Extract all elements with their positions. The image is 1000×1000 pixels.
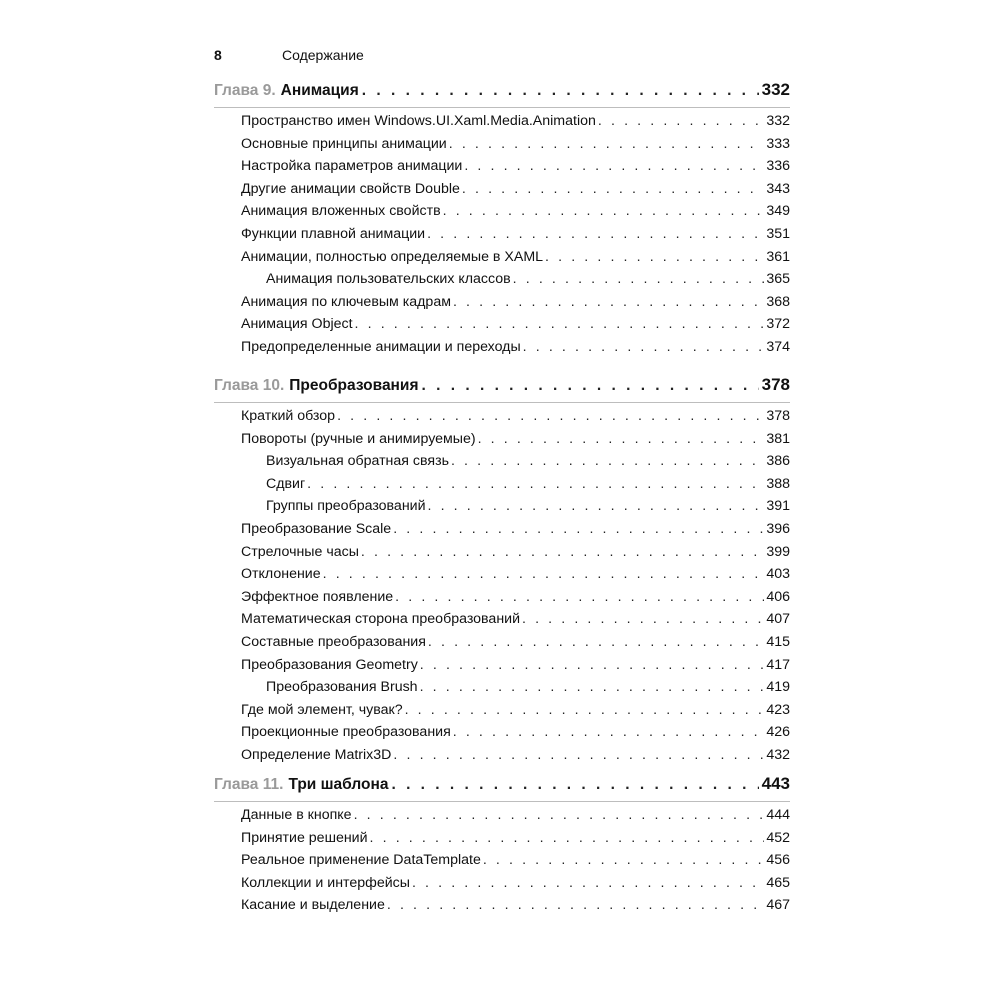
toc-entry[interactable] xyxy=(214,203,790,226)
dot-leader xyxy=(545,249,764,265)
toc-entry[interactable] xyxy=(214,897,790,920)
chapter-entries xyxy=(214,408,790,770)
entry-page: 372 xyxy=(766,316,790,333)
entry-page: 406 xyxy=(766,588,790,605)
entry-page: 391 xyxy=(766,498,790,515)
toc-entry[interactable] xyxy=(214,657,790,680)
toc-entry[interactable] xyxy=(214,544,790,567)
chapter-entries xyxy=(214,113,790,362)
entry-page: 399 xyxy=(766,543,790,560)
dot-leader xyxy=(428,498,764,514)
entry-page: 423 xyxy=(766,701,790,718)
toc-entry[interactable] xyxy=(214,226,790,249)
toc-entry[interactable] xyxy=(214,113,790,136)
entry-page: 465 xyxy=(766,874,790,891)
chapter-11 xyxy=(214,774,790,920)
entry-title: Группы преобразований xyxy=(266,498,426,515)
toc-entry[interactable] xyxy=(214,566,790,589)
entry-page: 403 xyxy=(766,566,790,583)
dot-leader xyxy=(449,136,764,152)
dot-leader xyxy=(395,589,764,605)
dot-leader xyxy=(370,830,764,846)
toc-entry[interactable] xyxy=(214,158,790,181)
chapter-label: Глава 10. xyxy=(214,377,285,394)
toc-entry[interactable] xyxy=(214,294,790,317)
chapter-heading[interactable] xyxy=(214,80,790,106)
entry-title: Другие анимации свойств Double xyxy=(241,180,460,197)
chapter-label: Глава 9. xyxy=(214,82,276,99)
toc-entry[interactable] xyxy=(214,521,790,544)
entry-title: Коллекции и интерфейсы xyxy=(241,874,410,891)
entry-page: 467 xyxy=(766,897,790,914)
running-head xyxy=(214,44,364,66)
entry-page: 386 xyxy=(766,453,790,470)
entry-title: Эффектное появление xyxy=(241,588,394,605)
entry-title: Составные преобразования xyxy=(241,633,426,650)
entry-title: Предопределенные анимации и переходы xyxy=(241,338,521,355)
entry-page: 333 xyxy=(766,135,790,152)
dot-leader xyxy=(307,476,764,492)
entry-page: 432 xyxy=(766,746,790,763)
toc-entry[interactable] xyxy=(214,807,790,830)
entry-page: 417 xyxy=(766,656,790,673)
dot-leader xyxy=(393,747,764,763)
toc-entry[interactable] xyxy=(214,702,790,725)
dot-leader xyxy=(427,226,764,242)
entry-title: Преобразования Geometry xyxy=(241,656,418,673)
toc-subentry[interactable] xyxy=(214,271,790,294)
entry-title: Проекционные преобразования xyxy=(241,724,451,741)
chapter-heading[interactable] xyxy=(214,375,790,401)
toc-entry[interactable] xyxy=(214,634,790,657)
dot-leader xyxy=(451,453,764,469)
chapter-title: Преобразования xyxy=(289,377,419,394)
toc-entry[interactable] xyxy=(214,316,790,339)
toc-entry[interactable] xyxy=(214,830,790,853)
dot-leader xyxy=(464,158,764,174)
entry-title: Реальное применение DataTemplate xyxy=(241,852,481,869)
dot-leader xyxy=(522,611,764,627)
chapter-page: 378 xyxy=(761,375,790,394)
dot-leader xyxy=(523,339,764,355)
entry-page: 378 xyxy=(766,408,790,424)
dot-leader xyxy=(362,82,759,100)
dot-leader xyxy=(443,203,764,219)
toc-subentry[interactable] xyxy=(214,453,790,476)
dot-leader xyxy=(428,634,764,650)
entry-title: Где мой элемент, чувак? xyxy=(241,701,403,718)
chapter-title: Три шаблона xyxy=(288,776,389,793)
toc-subentry[interactable] xyxy=(214,498,790,521)
entry-page: 361 xyxy=(766,248,790,265)
toc-subentry[interactable] xyxy=(214,476,790,499)
chapter-10 xyxy=(214,375,790,770)
entry-title: Стрелочные часы xyxy=(241,543,359,560)
entry-title: Основные принципы анимации xyxy=(241,135,447,152)
entry-title: Функции плавной анимации xyxy=(241,225,426,242)
toc-entry[interactable] xyxy=(214,136,790,159)
entry-title: Краткий обзор xyxy=(241,408,336,424)
toc-entry[interactable] xyxy=(214,589,790,612)
dot-leader xyxy=(361,544,764,560)
entry-title: Анимация пользовательских классов xyxy=(266,271,511,288)
entry-page: 444 xyxy=(766,807,790,823)
dot-leader xyxy=(391,776,758,794)
dot-leader xyxy=(598,113,764,129)
toc-entry[interactable] xyxy=(214,747,790,770)
toc-entry[interactable] xyxy=(214,408,790,431)
dot-leader xyxy=(387,897,764,913)
chapter-heading[interactable] xyxy=(214,774,790,800)
dot-leader xyxy=(462,181,764,197)
entry-page: 415 xyxy=(766,633,790,650)
entry-title: Определение Matrix3D xyxy=(241,746,392,763)
dot-leader xyxy=(478,431,764,447)
entry-title: Повороты (ручные и анимируемые) xyxy=(241,430,476,447)
dot-leader xyxy=(420,679,764,695)
entry-page: 388 xyxy=(766,475,790,492)
entry-page: 332 xyxy=(766,113,790,129)
entry-page: 407 xyxy=(766,611,790,628)
entry-title: Преобразования Brush xyxy=(266,679,418,696)
entry-page: 349 xyxy=(766,203,790,220)
dot-leader xyxy=(422,377,759,395)
entry-title: Преобразование Scale xyxy=(241,520,392,537)
entry-title: Анимация вложенных свойств xyxy=(241,203,441,220)
entry-title: Касание и выделение xyxy=(241,897,385,914)
entry-title: Пространство имен Windows.UI.Xaml.Media.Animation xyxy=(241,113,596,129)
entry-page: 343 xyxy=(766,180,790,197)
dot-leader xyxy=(323,566,764,582)
entry-page: 368 xyxy=(766,293,790,310)
chapter-entries xyxy=(214,807,790,920)
running-head-title: Содержание xyxy=(282,47,364,63)
dot-leader xyxy=(453,294,764,310)
entry-title: Принятие решений xyxy=(241,829,368,846)
entry-title: Анимация по ключевым кадрам xyxy=(241,293,451,310)
dot-leader xyxy=(405,702,764,718)
chapter-divider xyxy=(214,107,790,108)
entry-title: Настройка параметров анимации xyxy=(241,158,463,175)
dot-leader xyxy=(453,724,764,740)
toc-entry[interactable] xyxy=(214,249,790,272)
chapter-page: 332 xyxy=(761,80,790,99)
toc-entry[interactable] xyxy=(214,431,790,454)
entry-page: 419 xyxy=(766,679,790,696)
toc-entry[interactable] xyxy=(214,852,790,875)
dot-leader xyxy=(412,875,764,891)
entry-title: Визуальная обратная связь xyxy=(266,453,449,470)
entry-page: 351 xyxy=(766,225,790,242)
page-number: 8 xyxy=(214,47,222,63)
entry-page: 396 xyxy=(766,520,790,537)
toc-entry[interactable] xyxy=(214,611,790,634)
chapter-divider xyxy=(214,402,790,403)
dot-leader xyxy=(337,408,764,424)
chapter-page: 443 xyxy=(761,774,790,793)
entry-page: 456 xyxy=(766,852,790,869)
entry-title: Сдвиг xyxy=(266,475,306,492)
dot-leader xyxy=(483,852,764,868)
toc-subentry[interactable] xyxy=(214,679,790,702)
toc-entry[interactable] xyxy=(214,724,790,747)
toc-entry[interactable] xyxy=(214,875,790,898)
entry-title: Отклонение xyxy=(241,566,321,583)
toc-entry[interactable] xyxy=(214,181,790,204)
chapter-divider xyxy=(214,801,790,802)
dot-leader xyxy=(355,316,764,332)
dot-leader xyxy=(513,271,764,287)
dot-leader xyxy=(420,657,764,673)
entry-title: Математическая сторона преобразований xyxy=(241,611,521,628)
entry-title: Анимации, полностью определяемые в XAML xyxy=(241,248,544,265)
entry-page: 374 xyxy=(766,338,790,355)
chapter-9 xyxy=(214,80,790,362)
entry-title: Анимация Object xyxy=(241,316,353,333)
chapter-label: Глава 11. xyxy=(214,776,284,793)
dot-leader xyxy=(354,807,764,823)
dot-leader xyxy=(393,521,764,537)
entry-page: 336 xyxy=(766,158,790,175)
chapter-title: Анимация xyxy=(280,82,359,99)
toc-entry[interactable] xyxy=(214,339,790,362)
entry-title: Данные в кнопке xyxy=(241,807,352,823)
entry-page: 452 xyxy=(766,829,790,846)
entry-page: 426 xyxy=(766,724,790,741)
entry-page: 381 xyxy=(766,430,790,447)
entry-page: 365 xyxy=(766,271,790,288)
